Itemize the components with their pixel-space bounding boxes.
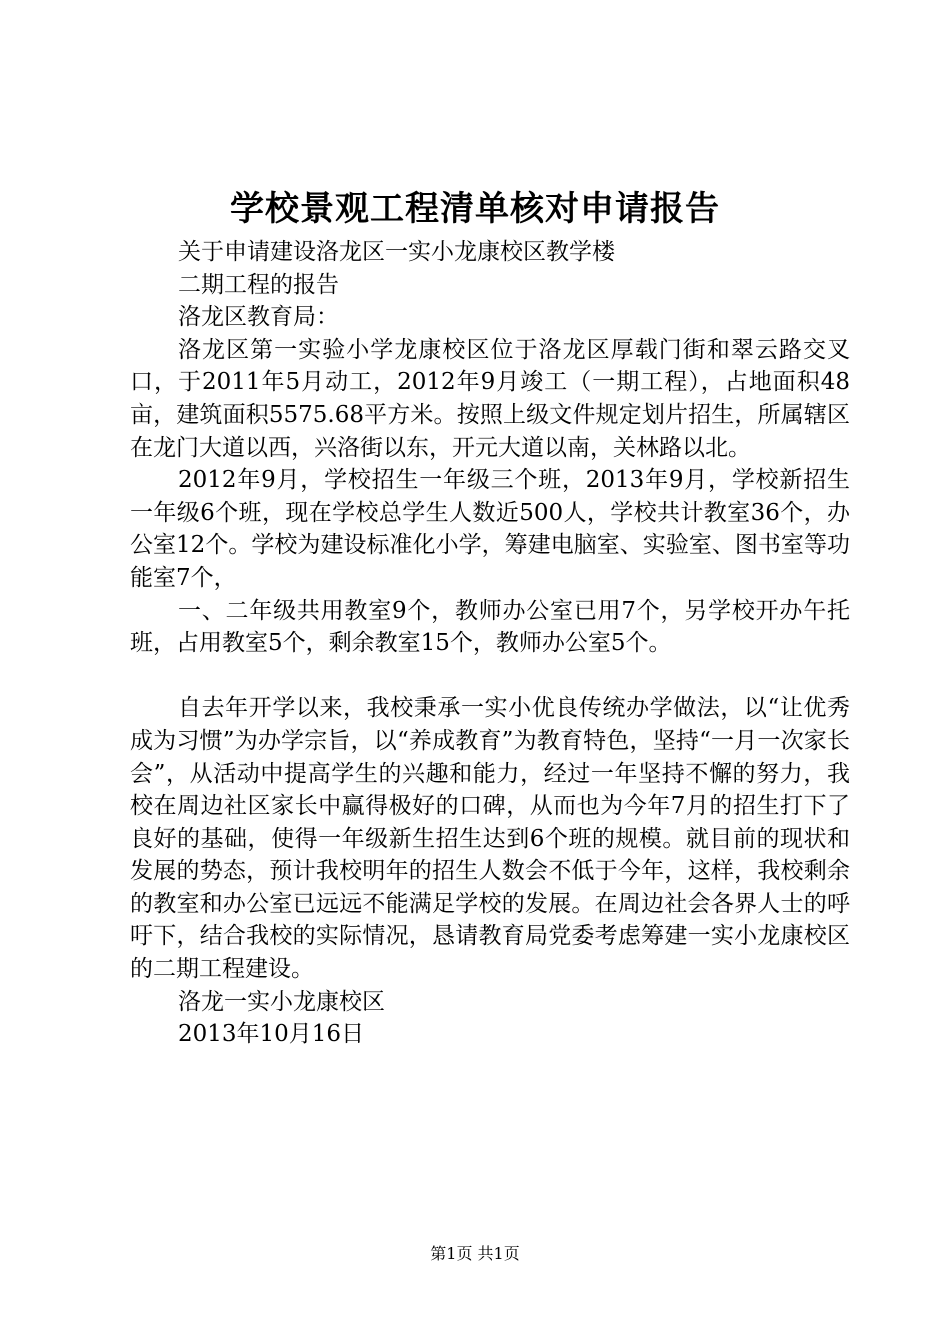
- paragraph-classrooms: 一、二年级共用教室9个，教师办公室已用7个，另学校开办午托班，占用教室5个，剩余教室15个，教师办公室5个。: [130, 597, 850, 657]
- document-body: [130, 236, 850, 1051]
- signature: 洛龙一实小龙康校区: [178, 988, 385, 1015]
- paragraph-location: 洛龙区第一实验小学龙康校区位于洛龙区厚载门街和翠云路交叉口，于2011年5月动工，2012年9月竣工（一期工程），占地面积48亩，建筑面积5575.68平方米。按照上级文件规定划片招生，所属辖区在龙门大道以西，兴洛街以东，开元大道以南，关林路以北。: [130, 336, 850, 461]
- subject-line-1: 关于申请建设洛龙区一实小龙康校区教学楼: [178, 239, 615, 265]
- paragraph-enrollment: 2012年9月，学校招生一年级三个班，2013年9月，学校新招生一年级6个班，现在学校总学生人数近500人，学校共计教室36个，办公室12个。学校为建设标准化小学，筹建电脑室、实验室、图书室等功能室7个，: [130, 467, 850, 591]
- page-footer: 第1页 共1页: [430, 1244, 520, 1263]
- date: 2013年10月16日: [178, 1021, 365, 1048]
- addressee: 洛龙区教育局：: [178, 304, 339, 331]
- document-title: 学校景观工程清单核对申请报告: [230, 189, 720, 229]
- paragraph-request: 自去年开学以来，我校秉承一实小优良传统办学做法，以“让优秀成为习惯”为办学宗旨，以“养成教育”为教育特色，坚持“一月一次家长会”，从活动中提高学生的兴趣和能力，经过一年坚持不懈的努力，我校在周边社区家长中赢得极好的口碑，从而也为今年7月的招生打下了良好的基础，使得一年级新生招生达到6个班的规模。就目前的现状和发展的势态，预计我校明年的招生人数会不低于今年，这样，我校剩余的教室和办公室已远远不能满足学校的发展。在周边社会各界人士的呼吁下，结合我校的实际情况，恳请教育局党委考虑筹建一实小龙康校区的二期工程建设。: [130, 695, 850, 983]
- paragraph-gap: [130, 660, 850, 693]
- subject-line-2: 二期工程的报告: [178, 271, 339, 298]
